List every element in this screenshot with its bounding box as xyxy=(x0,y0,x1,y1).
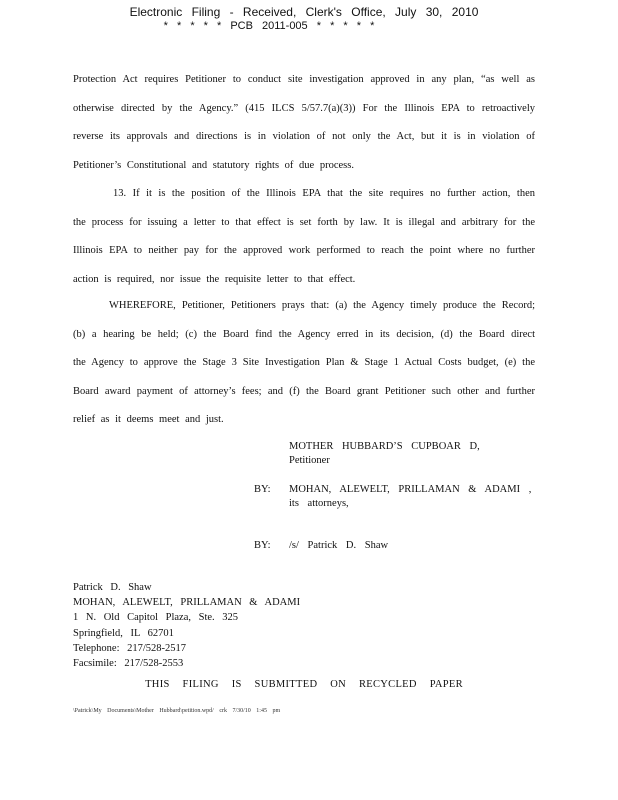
party-name: MOTHER HUBBARD’S CUPBOAR D, xyxy=(289,441,480,452)
attorney-telephone: Telephone: 217/528-2517 xyxy=(73,642,187,654)
paragraph-act-requirements: Protection Act requires Petitioner to conduct site investigation approved in any plan, “as well as otherwise directed by the Agency.” (415 ILCS 5/57.7(a)(3)) For the Illinois EPA to retroactively reverse its approvals and directions is in violation of not only the Act, but it is in violation of Petitioner’s Constitutional and statutory rights of due process. xyxy=(73,74,535,171)
firm-name: MOHAN, ALEWELT, PRILLAMAN & ADAMI , xyxy=(289,484,532,495)
attorney-street: 1 N. Old Capitol Plaza, Ste. 325 xyxy=(73,612,239,624)
attorney-facsimile: Facsimile: 217/528-2553 xyxy=(73,658,184,670)
filing-header-line2: * * * * * PCB 2011-005 * * * * * xyxy=(163,20,375,32)
electronic-signature: /s/ Patrick D. Shaw xyxy=(289,540,389,551)
paragraph-wherefore: WHEREFORE, Petitioner, Petitioners prays that: (a) the Agency timely produce the Record; (b) a hearing be held; (c) the Board find the Agency erred in its decision, (d) the Board direct the Agency to approve the Stage 3 Site Investigation Plan & Stage 1 Actual Costs budget, (e) the Board award payment of attorney’s fees; and (f) the Board grant Petitioner such other and further relief as it deems meet and just. xyxy=(73,300,535,426)
filing-header-line1: Electronic Filing - Received, Clerk's Office, July 30, 2010 xyxy=(129,5,479,19)
paragraph-13: 13. If it is the position of the Illinois EPA that the site requires no further action, then the process for issuing a letter to that effect is set forth by law. It is illegal and arbitrary for the Illinois EPA to neither pay for the approved work performed to reach the point where no further action is required, nor issue the requisite letter to that effect. xyxy=(73,188,535,285)
recycled-paper-notice: THIS FILING IS SUBMITTED ON RECYCLED PAPER xyxy=(145,679,463,690)
firm-role: its attorneys, xyxy=(289,498,349,509)
attorney-name: Patrick D. Shaw xyxy=(73,582,152,593)
attorney-city: Springfield, IL 62701 xyxy=(73,627,174,639)
document-path-footer: \Patrick\My Documents\Mother Hubbard\petition.wpd/ crk 7/30/10 1:45 pm xyxy=(73,708,281,714)
signature-firm-block xyxy=(289,483,531,511)
attorney-firm: MOHAN, ALEWELT, PRILLAMAN & ADAMI xyxy=(73,597,301,609)
attorney-address-block xyxy=(73,580,300,671)
signature-party-block xyxy=(289,440,480,468)
party-role: Petitioner xyxy=(289,455,330,466)
by-label-1: BY: xyxy=(254,484,271,495)
by-label-2: BY: xyxy=(254,540,271,551)
